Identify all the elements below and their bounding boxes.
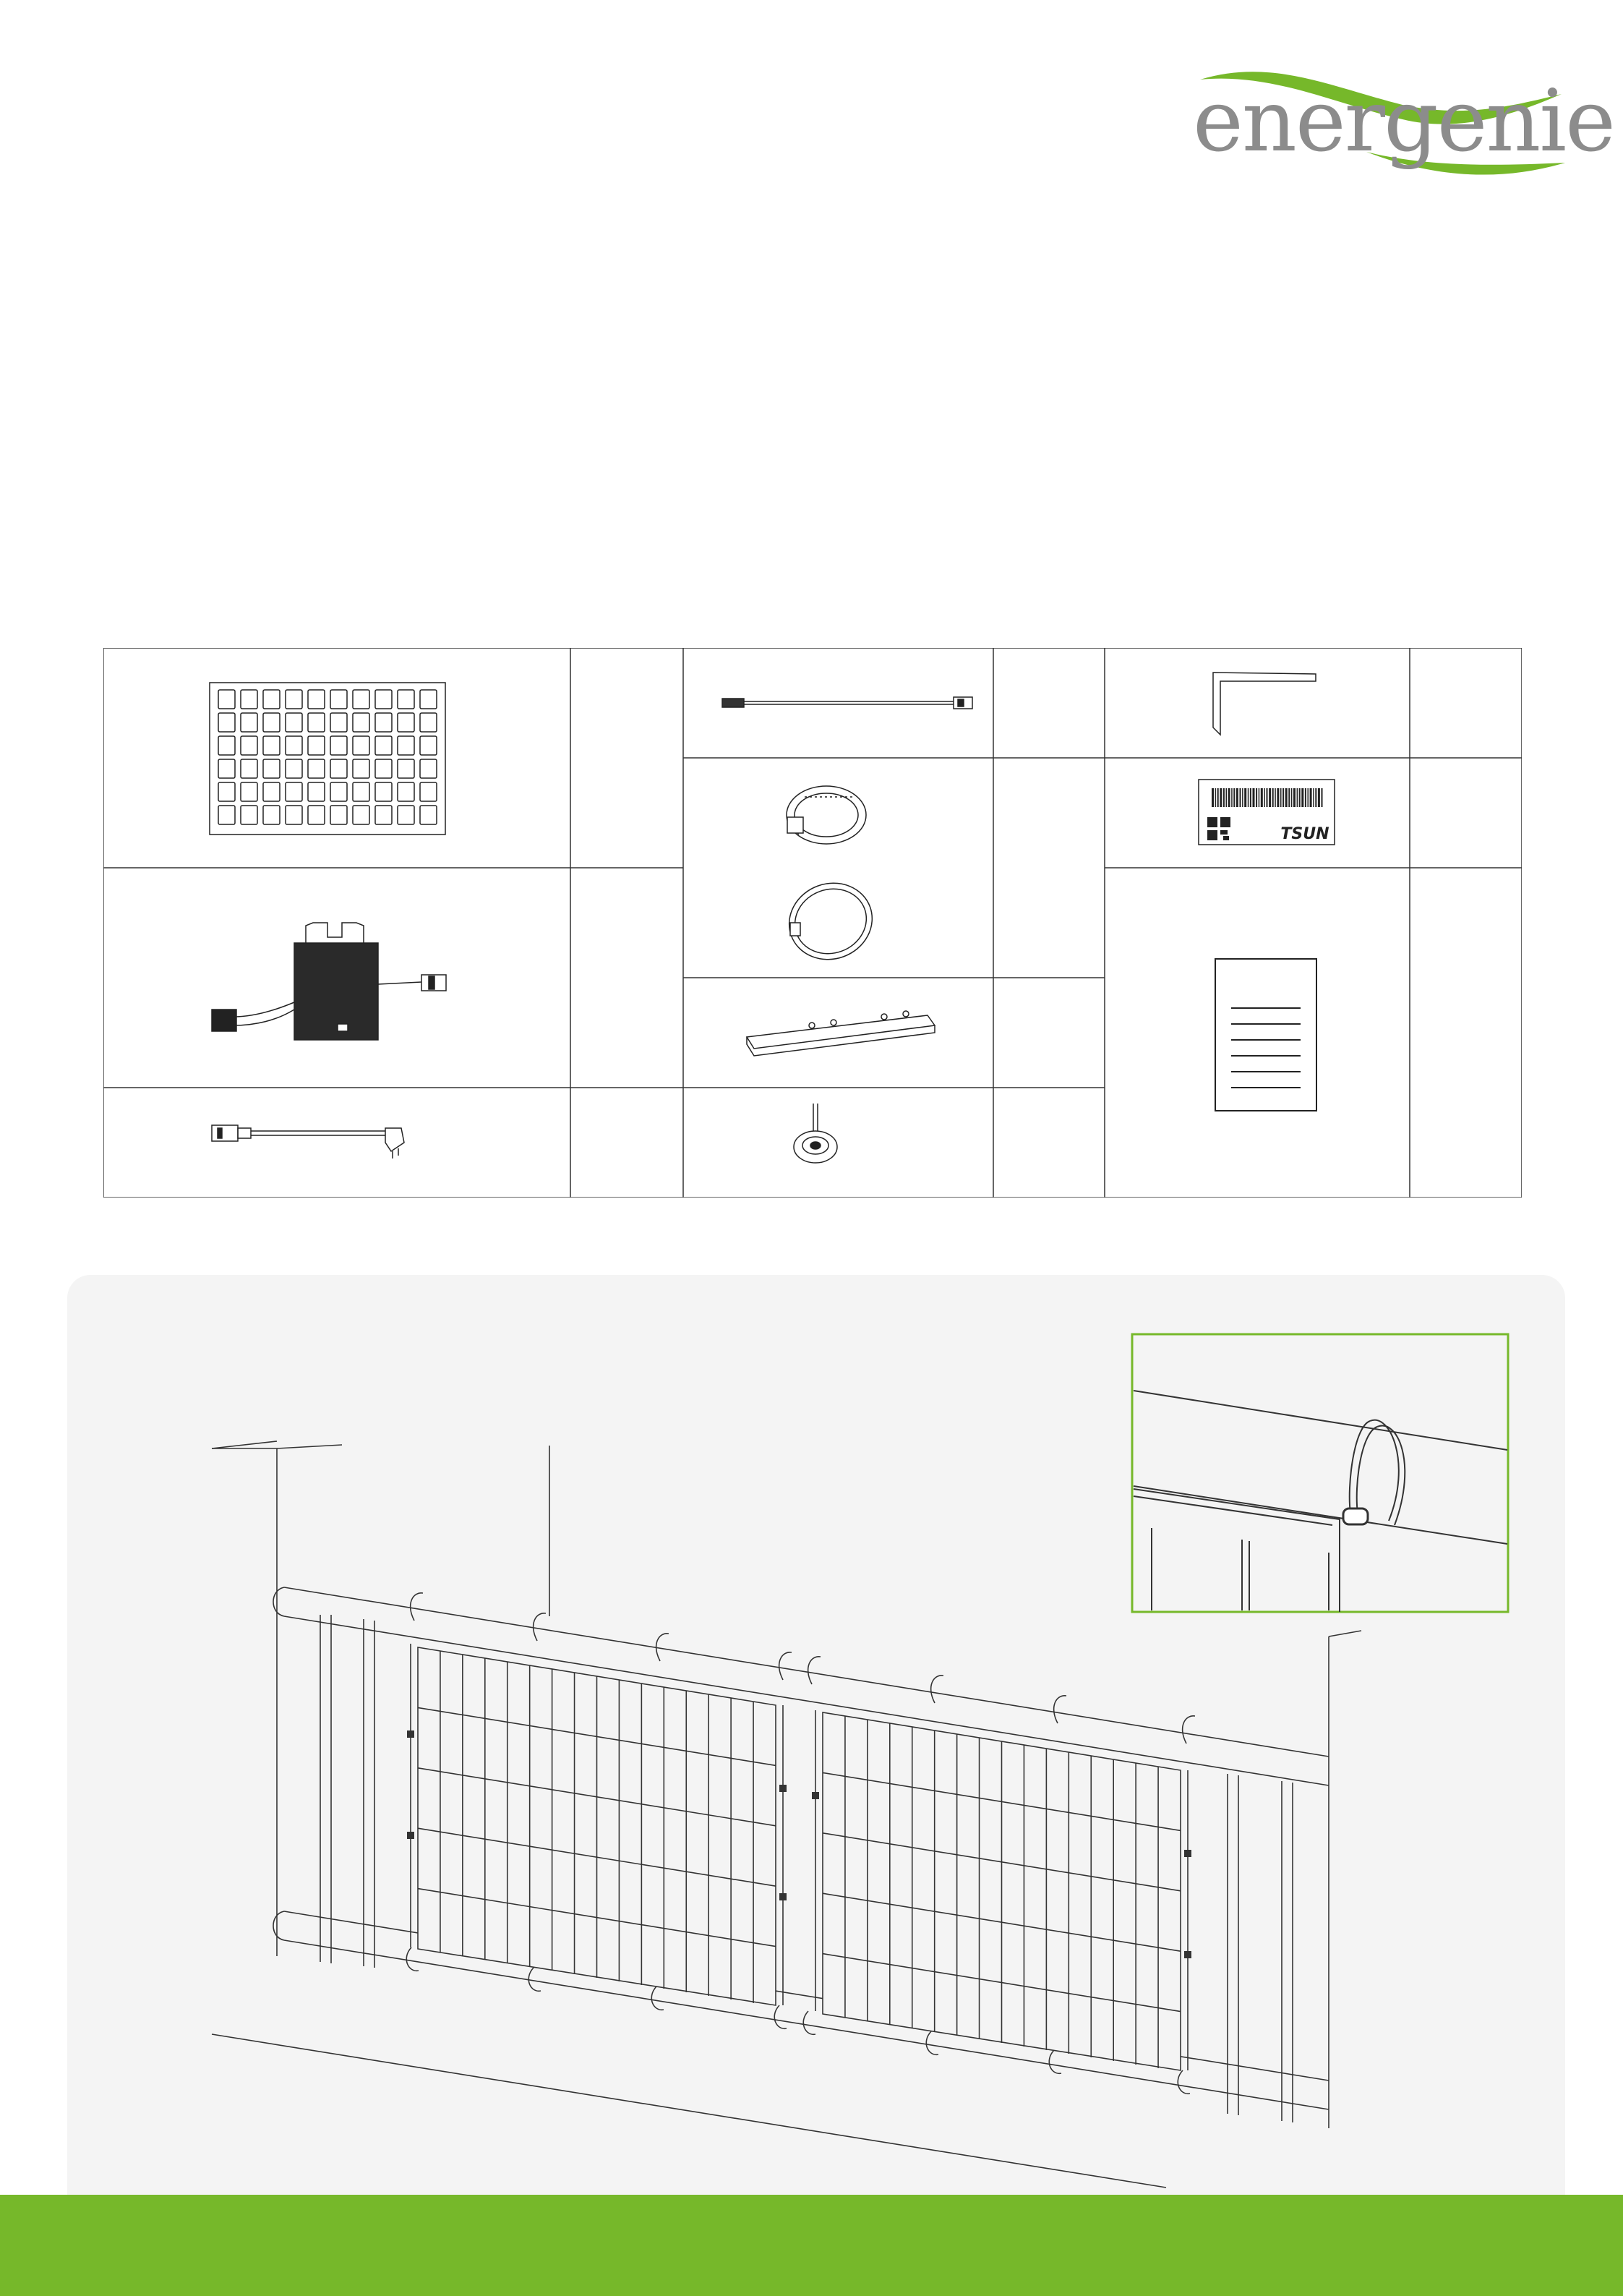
- hose-clamp-icon: [787, 786, 866, 844]
- cable-tie-detail-icon: [1132, 1334, 1508, 1612]
- extension-cable-icon: [722, 697, 972, 709]
- mounting-rail-icon: [747, 1011, 935, 1056]
- parts-table-grid: [103, 648, 1522, 1198]
- allen-key-icon: [1213, 673, 1316, 735]
- solar-panel-icon: [210, 683, 445, 835]
- manual-icon: [1215, 959, 1316, 1111]
- screw-icon: [794, 1104, 837, 1163]
- balcony-railing-solar-installation-icon: [67, 1275, 1565, 2296]
- cable-tie-icon: [779, 871, 883, 970]
- micro-inverter-icon: [212, 923, 446, 1040]
- installation-scene: [67, 1275, 1565, 2296]
- brand-name: energenie: [1193, 71, 1615, 171]
- parts-table: [103, 648, 1522, 1198]
- brand-logo: [1186, 65, 1615, 181]
- serial-label-brand: TSUN: [1280, 825, 1329, 843]
- plug-cable-icon: [212, 1125, 404, 1158]
- footer-bar: [0, 2195, 1623, 2296]
